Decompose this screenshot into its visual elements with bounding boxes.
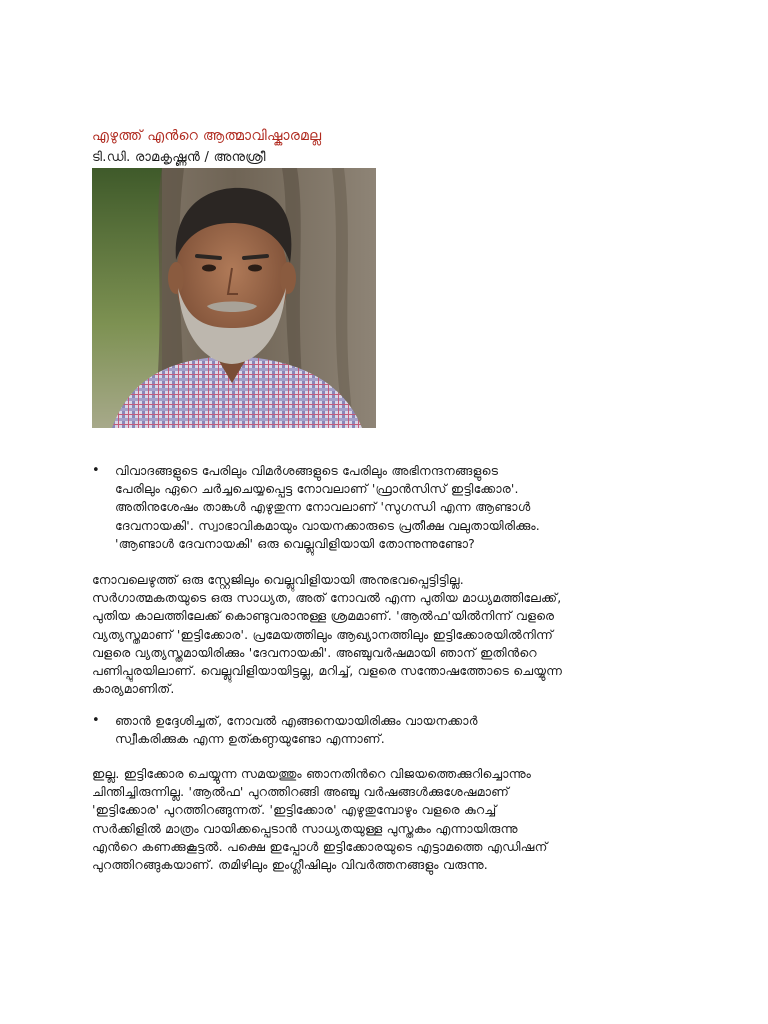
text-line: വിവാദങ്ങളുടെ പേരിലും വിമർശങ്ങളുടെ പേരിലും അഭിനന്ദനങ്ങളുടെ xyxy=(115,463,499,478)
text-line: ഞാൻ ഉദ്ദേശിച്ചത്, നോവൽ എങ്ങനെയായിരിക്കും വായനക്കാർ xyxy=(115,713,478,728)
text-line: പുറത്തിറങ്ങുകയാണ്. തമിഴിലും ഇംഗ്ലീഷിലും വിവർത്തനങ്ങളും വരുന്നു. xyxy=(92,857,488,873)
text-line: സർക്കിളിൽ മാത്രം വായിക്കപ്പെടാൻ സാധ്യതയുള്ള പുസ്തകം എന്നായിരുന്നു xyxy=(92,820,518,836)
text-line: ഇല്ല. ഇട്ടിക്കോര ചെയ്യുന്ന സമയത്തും ഞാനതിൻറെ വിജയത്തെക്കുറിച്ചൊന്നും xyxy=(92,766,532,781)
text-line: വ്യത്യസ്തമാണ് 'ഇട്ടിക്കോര'. പ്രമേയത്തിലും ആഖ്യാനത്തിലും ഇട്ടിക്കോരയിൽനിന്ന് xyxy=(92,626,554,642)
article-title: എഴുത്ത് എൻറെ ആത്മാവിഷ്കാരമല്ല xyxy=(92,128,322,144)
text-line: പണിപ്പുരയിലാണ്. വെല്ലുവിളിയായിട്ടല്ല, മറിച്ച്, വളരെ സന്തോഷത്തോടെ ചെയ്യുന്ന xyxy=(92,663,563,679)
article-byline: ടി.ഡി. രാമകൃഷ്ണൻ / അനുശ്രീ xyxy=(92,150,266,165)
bullet-glyph: • xyxy=(92,713,100,728)
text-line: വളരെ വ്യത്യസ്തമായിരിക്കും 'ദേവനായകി'. അഞ്ചുവർഷമായി ഞാന് ഇതിൻറെ xyxy=(92,644,537,660)
text-line: എൻറെ കണക്കുകൂട്ടൽ. പക്ഷെ ഇപ്പോൾ ഇട്ടിക്കോരയുടെ എട്ടാമത്തെ എഡിഷന് xyxy=(92,838,548,854)
text-line: പേരിലും ഏറെ ചർച്ചചെയ്യപ്പെട്ട നോവലാണ് 'ഫ്രാൻസിസ് ഇട്ടിക്കോര'. xyxy=(115,481,519,497)
text-line: 'ഇട്ടിക്കോര' പുറത്തിറങ്ങുന്നത്. 'ഇട്ടിക്കോര' എഴുതുമ്പോഴും വളരെ കുറച്ച് xyxy=(92,802,497,818)
text-line: 'ആണ്ടാൾ ദേവനായകി' ഒരു വെല്ലുവിളിയായി തോന്നുന്നുണ്ടോ? xyxy=(115,535,475,551)
bullet-glyph: • xyxy=(92,463,100,478)
answer-2 xyxy=(92,765,692,874)
text-line: ചിന്തിച്ചിരുന്നില്ല. 'ആൽഫ' പുറത്തിറങ്ങി അഞ്ചു വർഷങ്ങൾക്കുശേഷമാണ് xyxy=(92,784,509,800)
answer-1 xyxy=(92,571,692,698)
text-line: സ്വീകരിക്കുക എന്ന ഉത്കണ്ഠയുണ്ടോ എന്നാണ്. xyxy=(115,731,385,747)
question-1 xyxy=(92,462,692,553)
text-line: അതിനുശേഷം താങ്കൾ എഴുതുന്ന നോവലാണ് 'സുഗന്ധി എന്ന ആണ്ടാൾ xyxy=(115,499,531,515)
question-2 xyxy=(92,712,692,748)
text-line: സർഗാത്മകതയുടെ ഒരു സാധ്യത, അത് നോവൽ എന്ന പുതിയ മാധ്യമത്തിലേക്ക്, xyxy=(92,590,562,606)
question-2-text xyxy=(115,712,692,748)
text-line: ദേവനായകി'. സ്വാഭാവികമായും വായനക്കാരുടെ പ്രതീക്ഷ വലുതായിരിക്കും. xyxy=(115,517,540,533)
text-line: നോവലെഴുത്ത് ഒരു സ്റ്റേജിലും വെല്ലുവിളിയായി അനുഭവപ്പെട്ടിട്ടില്ല. xyxy=(92,572,464,587)
question-1-text xyxy=(115,462,692,553)
author-portrait-photo xyxy=(92,168,376,428)
text-line: കാര്യമാണിത്. xyxy=(92,681,175,697)
text-line: പുതിയ കാലത്തിലേക്ക് കൊണ്ടുവരാനുള്ള ശ്രമമാണ്. 'ആൽഫ'യിൽനിന്ന് വളരെ xyxy=(92,608,555,624)
